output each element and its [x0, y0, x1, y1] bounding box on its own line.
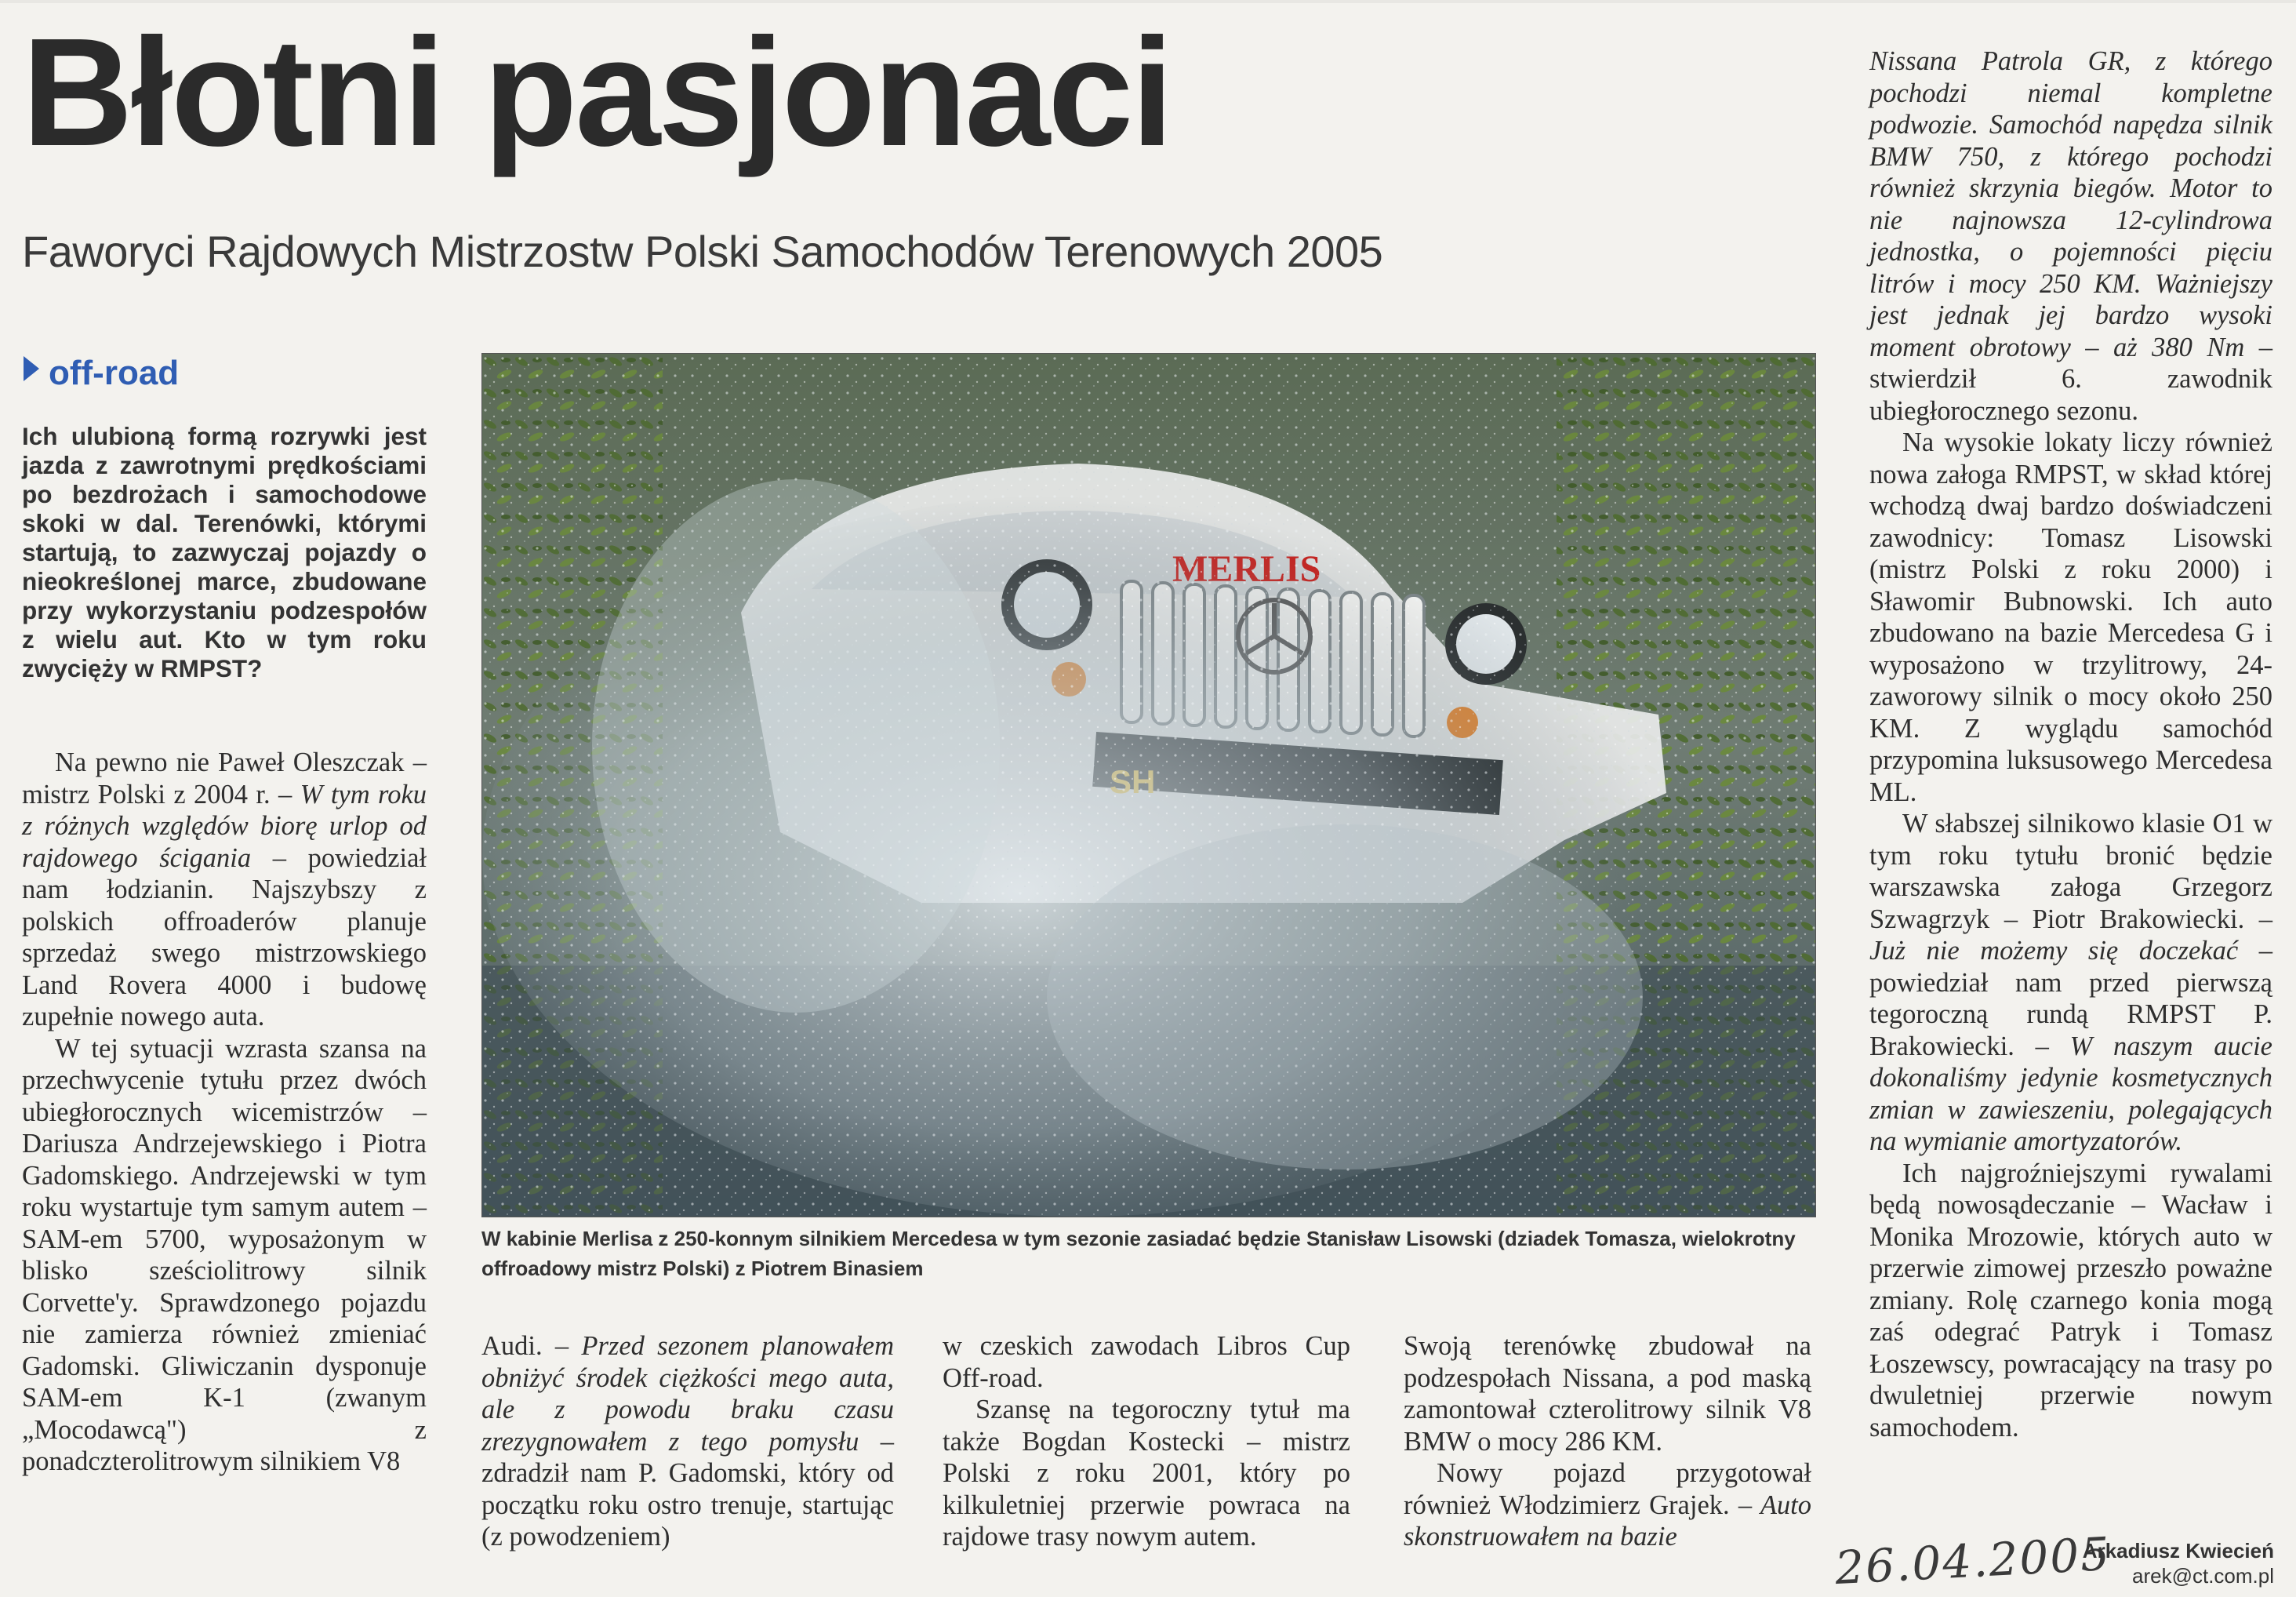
subheadline: Faworyci Rajdowych Mistrzostw Polski Samochodów Terenowych 2005: [22, 227, 1383, 276]
quote: – Przed sezonem planowałem obniżyć środek ciężkości mego auta, ale z powodu braku czasu zrezygnowałem z tego pomysłu: [481, 1331, 895, 1457]
column-2: [481, 1330, 894, 1553]
quote: – W tym roku z różnych względów biorę urlop od rajdowego ścigania: [22, 779, 427, 873]
rally-photo-image: [482, 354, 1815, 1217]
handwritten-date: 26.04.2005: [1833, 1526, 2113, 1595]
quote: – W naszym aucie dokonaliśmy jedynie kosmetycznych zmian w zawieszeniu, polegających na wymianie amortyzatorów.: [1869, 1031, 2272, 1156]
section-tag: [24, 350, 179, 397]
rally-photo: [481, 353, 1816, 1217]
paragraph: w czeskich zawodach Libros Cup Off-road.: [943, 1331, 1350, 1393]
column-1: [22, 747, 427, 1478]
column-4: [1404, 1330, 1811, 1553]
paragraph: Nissana Patrola GR, z którego pochodzi niemal kompletne podwozie. Samochód napędza silnik BMW 750, z którego pochodzi również skrzynia biegów. Motor to nie najnowsza 12-cylindrowa jednostka, o pojemności pięciu litrów i mocy 250 KM. Ważniejszy jest jednak jej bardzo wysoki moment obrotowy – aż 380 Nm – stwierdził 6. zawodnik ubiegłorocznego sezonu.: [1869, 46, 2273, 426]
paragraph: Na pewno nie Paweł Oleszczak – mistrz Polski z 2004 r. – W tym roku z różnych względów biorę urlop od rajdowego ścigania – powiedział nam łodzianin. Najszybszy z polskich offroaderów planuje sprzedaż swego mistrzowskiego Land Rovera 4000 i budowę zupełnie nowego auta.: [22, 748, 427, 1031]
triangle-right-icon: [24, 356, 39, 381]
lead-paragraph: Ich ulubioną formą rozrywki jest jazda z zawrotnymi prędkościami po bezdrożach i samochodowe skoki w dal. Terenówki, którymi startują, to zazwyczaj pojazdy o nieokreślonej marce, zbudowane przy wykorzystaniu podzespołów z wielu aut. Kto w tym roku zwycięży w RMPST?: [22, 422, 427, 682]
headline: Błotni pasjonaci: [22, 6, 1172, 178]
quote: Nissana Patrola GR, z którego pochodzi niemal kompletne podwozie. Samochód napędza silnik BMW 750, z którego pochodzi również skrzynia biegów. Motor to nie najnowsza 12-cylindrowa jednostka, o pojemności pięciu litrów i mocy 250 KM. Ważniejszy jest jednak jej bardzo wysoki moment obrotowy – aż 380 Nm: [1869, 46, 2272, 362]
author-email: arek@ct.com.pl: [2132, 1564, 2274, 1588]
page-edge: [0, 0, 2296, 3]
quote: – Już nie możemy się doczekać: [1869, 904, 2272, 966]
paragraph: W słabszej silnikowo klasie O1 w tym roku tytułu bronić będzie warszawska załoga Grzegorz Szwagrzyk – Piotr Brakowiecki. – Już nie możemy się doczekać – powiedział nam przed pierwszą tegoroczną rundą RMPST P. Brakowiecki. – W naszym aucie dokonaliśmy jedynie kosmetycznych zmian w zawieszeniu, polegających na wymianie amortyzatorów.: [1869, 809, 2272, 1156]
photo-caption: W kabinie Merlisa z 250-konnym silnikiem Mercedesa w tym sezonie zasiadać będzie Stanisław Lisowski (dziadek Tomasza, wielokrotny offroadowy mistrz Polski) z Piotrem Binasiem: [481, 1227, 1796, 1280]
section-tag-label: off-road: [49, 354, 180, 392]
paragraph: Na wysokie lokaty liczy również nowa załoga RMPST, w skład której wchodzą dwaj bardzo doświadczeni zawodnicy: Tomasz Lisowski (mistrz Polski z roku 2000) i Sławomir Bubnowski. Ich auto zbudowano na bazie Mercedesa G i wyposażono w trzylitrowy, 24-zaworowy silnik o mocy około 250 KM. Z wyglądu samochód przypomina luksusowego Mercedesa ML.: [1869, 427, 2272, 807]
paragraph: Ich najgroźniejszymi rywalami będą nowosądeczanie – Wacław i Monika Mrozowie, których auto w przerwie zimowej przeszło poważne zmiany. Rolę czarnego konia mogą zaś odegrać Patryk i Tomasz Łoszewscy, powracający na trasy po dwuletniej przerwie nowym samochodem.: [1869, 1158, 2272, 1442]
paragraph: Szansę na tegoroczny tytuł ma także Bogdan Kostecki – mistrz Polski z roku 2001, który po kilkuletniej przerwie powraca na rajdowe trasy nowym autem.: [943, 1395, 1350, 1552]
column-3: [943, 1330, 1350, 1553]
quote: – Auto skonstruowałem na bazie: [1404, 1490, 1811, 1552]
paragraph: Nowy pojazd przygotował również Włodzimierz Grajek. – Auto skonstruowałem na bazie: [1404, 1458, 1811, 1552]
paragraph: Swoją terenówkę zbudował na podzespołach Nissana, a pod maską zamontował czterolitrowy silnik V8 BMW o mocy 286 KM.: [1404, 1331, 1811, 1457]
author-byline: Arkadiusz Kwiecień: [2082, 1539, 2274, 1562]
column-5: [1869, 45, 2272, 1443]
paragraph: Audi. – Przed sezonem planowałem obniżyć środek ciężkości mego auta, ale z powodu braku czasu zrezygnowałem z tego pomysłu – zdradził nam P. Gadomski, który od początku roku ostro trenuje, startując (z powodzeniem): [481, 1331, 895, 1552]
paragraph: W tej sytuacji wzrasta szansa na przechwycenie tytułu przez dwóch ubiegłorocznych wicemistrzów – Dariusza Andrzejewskiego i Piotra Gadomskiego. Andrzejewski w tym roku wystartuje tym samym autem – SAM-em 5700, wyposażonym w blisko sześciolitrowy silnik Corvette'y. Sprawdzonego pojazdu nie zamierza również zmieniać Gadomski. Gliwiczanin dysponuje SAM-em K-1 (zwanym „Mocodawcą") z ponadczterolitrowym silnikiem V8: [22, 1033, 427, 1476]
